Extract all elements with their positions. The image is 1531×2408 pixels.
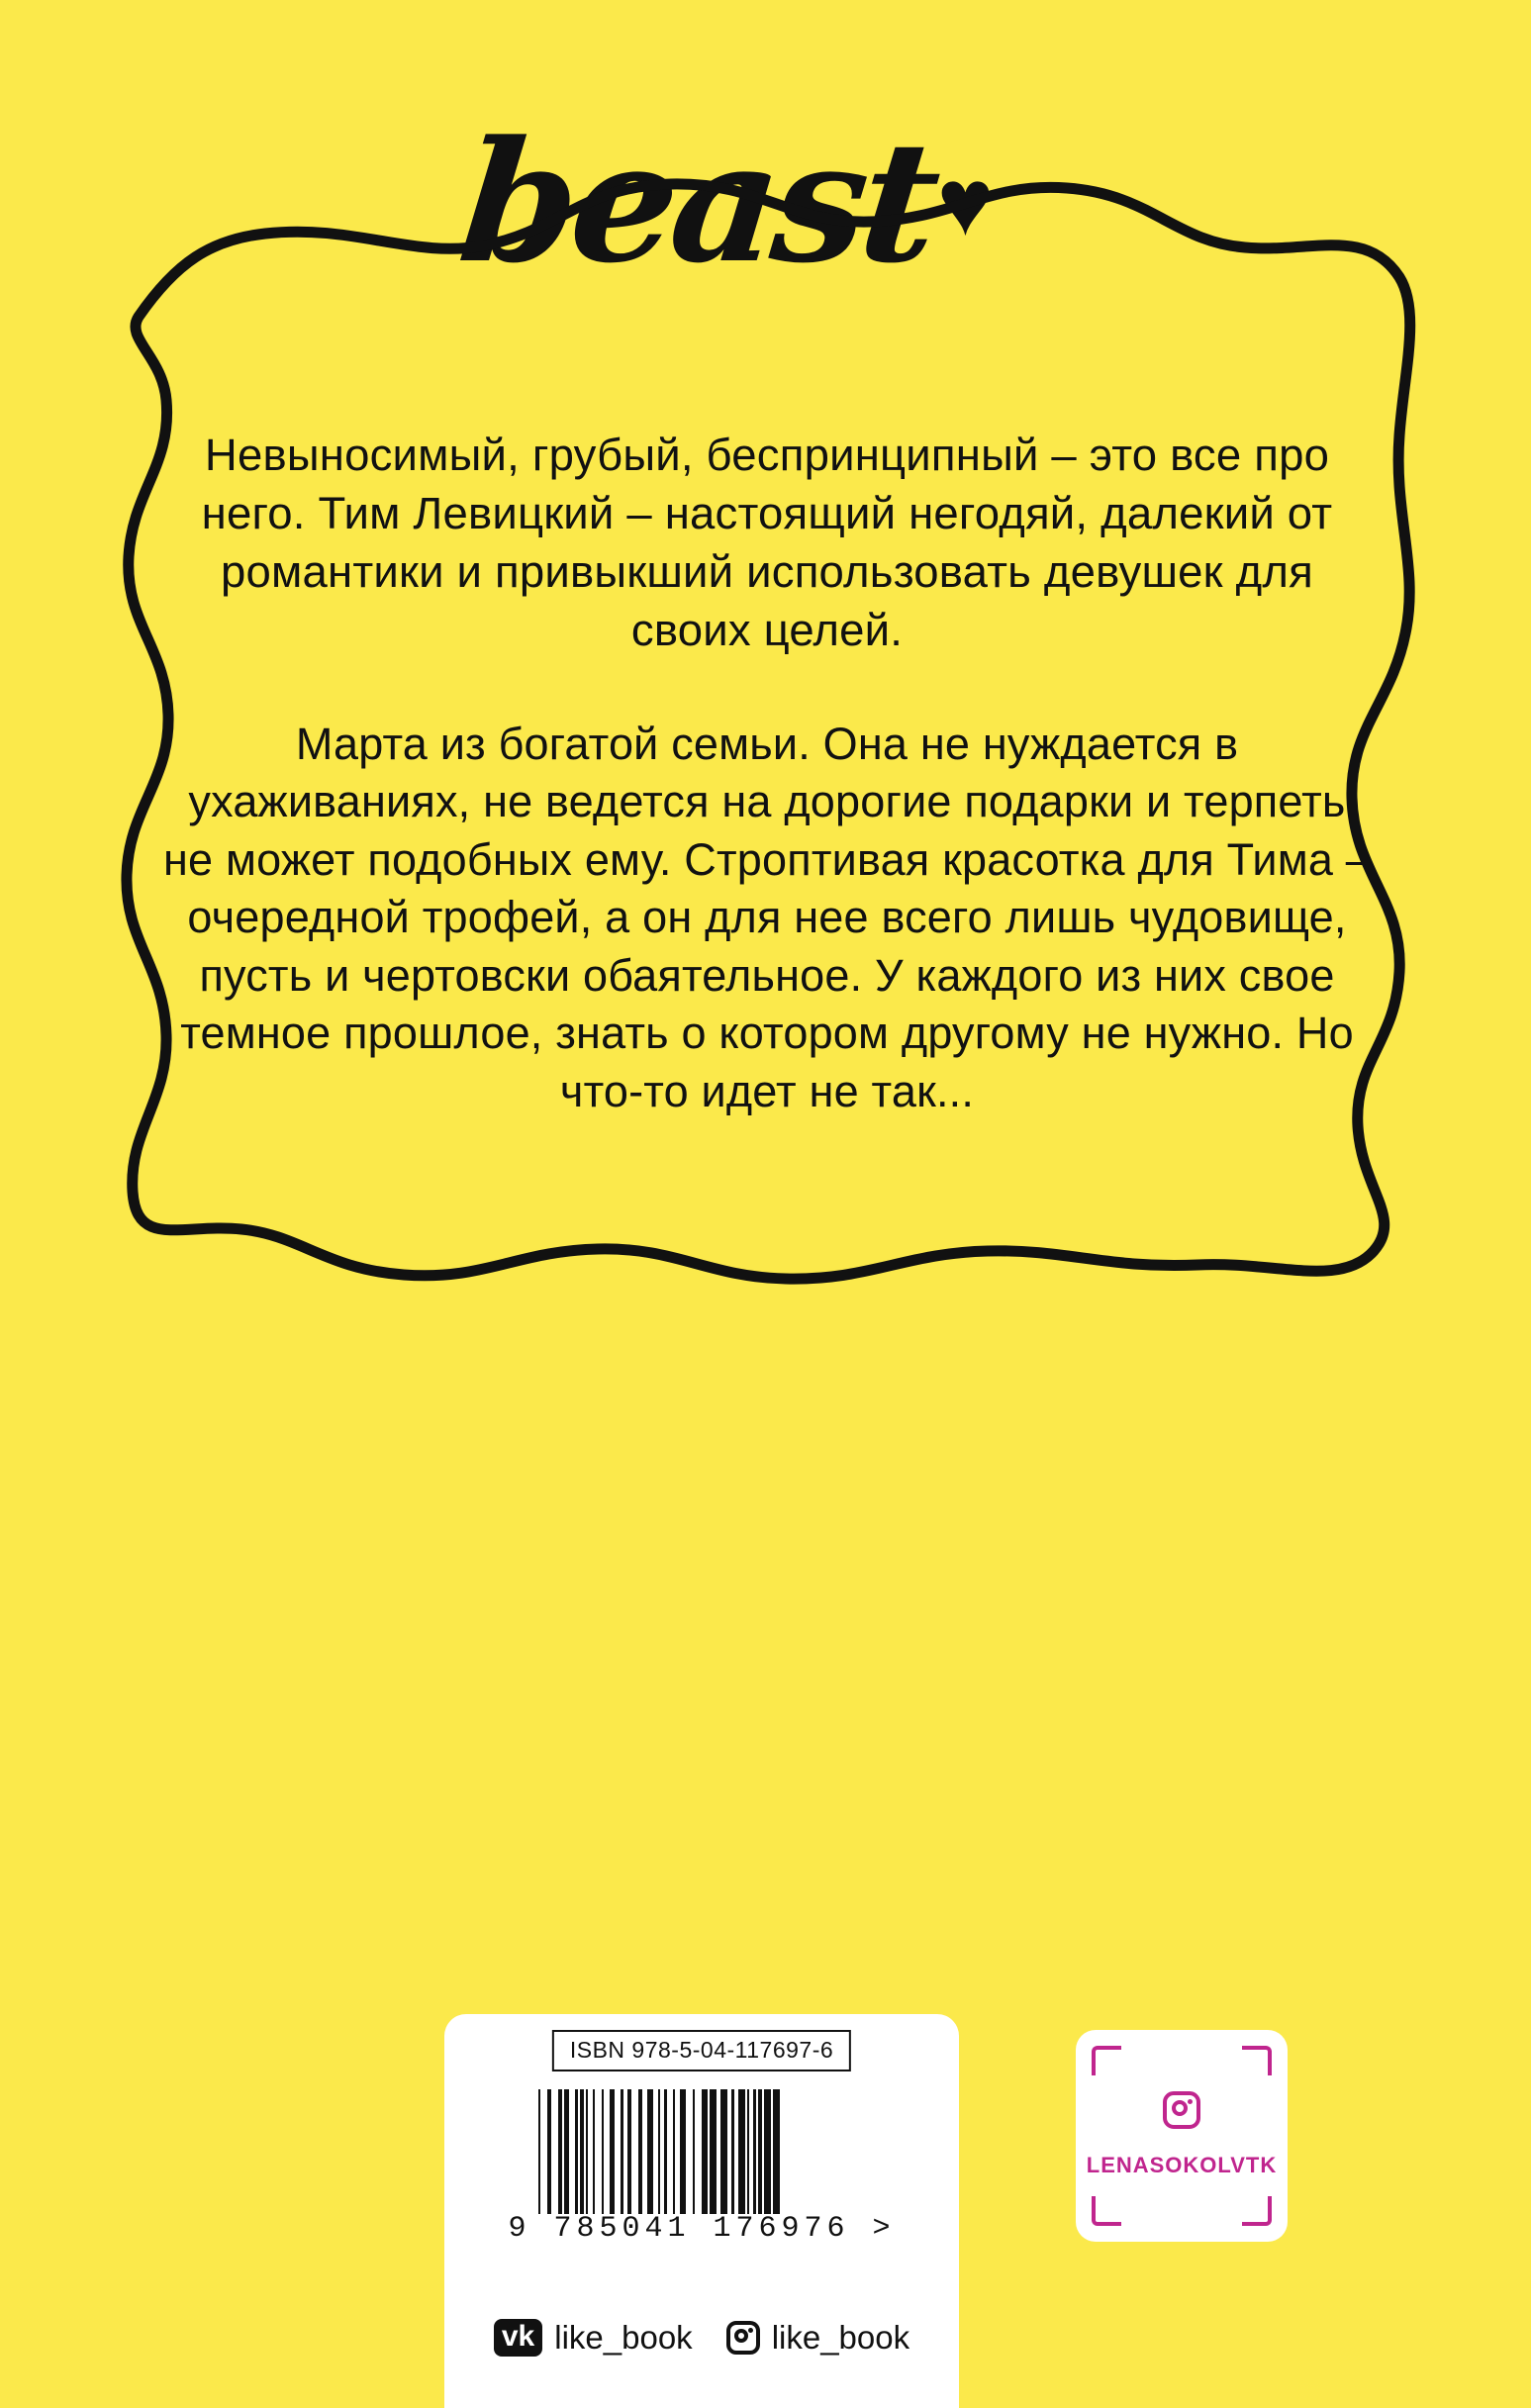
barcode-card [444, 2014, 959, 2408]
corner-mark-bottom-left [1092, 2196, 1121, 2226]
isbn-label: ISBN 978-5-04-117697-6 [552, 2030, 851, 2071]
instagram-tag-handle: LENASOKOLVTK [1086, 2153, 1278, 2177]
social-vk[interactable] [494, 2319, 693, 2357]
corner-mark-bottom-right [1242, 2196, 1272, 2226]
blurb-paragraph-1: Невыносимый, грубый, беспринципный – это все про него. Тим Левицкий – настоящий негодяй, далекий от романтики и привыкший использовать девушек для своих целей. [201, 430, 1333, 656]
book-blurb [158, 426, 1376, 1120]
heart-icon: ♥ [936, 149, 994, 255]
brand-logo-text: beast [451, 104, 944, 300]
social-vk-handle: like_book [554, 2319, 693, 2356]
blurb-paragraph-2: Марта из богатой семьи. Она не нуждается в ухаживаниях, не ведется на дорогие подарки и терпеть не может подобных ему. Строптивая красотка для Тима – очередной трофей, а он для нее всего лишь чудовище, пусть и чертовски обаятельное. У каждого из них свое темное прошлое, знать о котором другому не нужно. Но что-то идет не так... [162, 718, 1372, 1116]
instagram-icon [1163, 2091, 1200, 2129]
instagram-tag-card[interactable] [1076, 2030, 1288, 2242]
instagram-icon [726, 2321, 760, 2355]
barcode-digits: 9 785041 176976 > [508, 2212, 896, 2246]
social-instagram[interactable] [726, 2319, 909, 2357]
social-handles [444, 2319, 959, 2357]
social-instagram-handle: like_book [771, 2319, 910, 2356]
barcode-image [538, 2089, 865, 2214]
corner-mark-top-left [1092, 2046, 1121, 2075]
paragraph-spacer [158, 660, 1376, 716]
vk-icon: vk [494, 2319, 542, 2357]
corner-mark-top-right [1242, 2046, 1272, 2075]
